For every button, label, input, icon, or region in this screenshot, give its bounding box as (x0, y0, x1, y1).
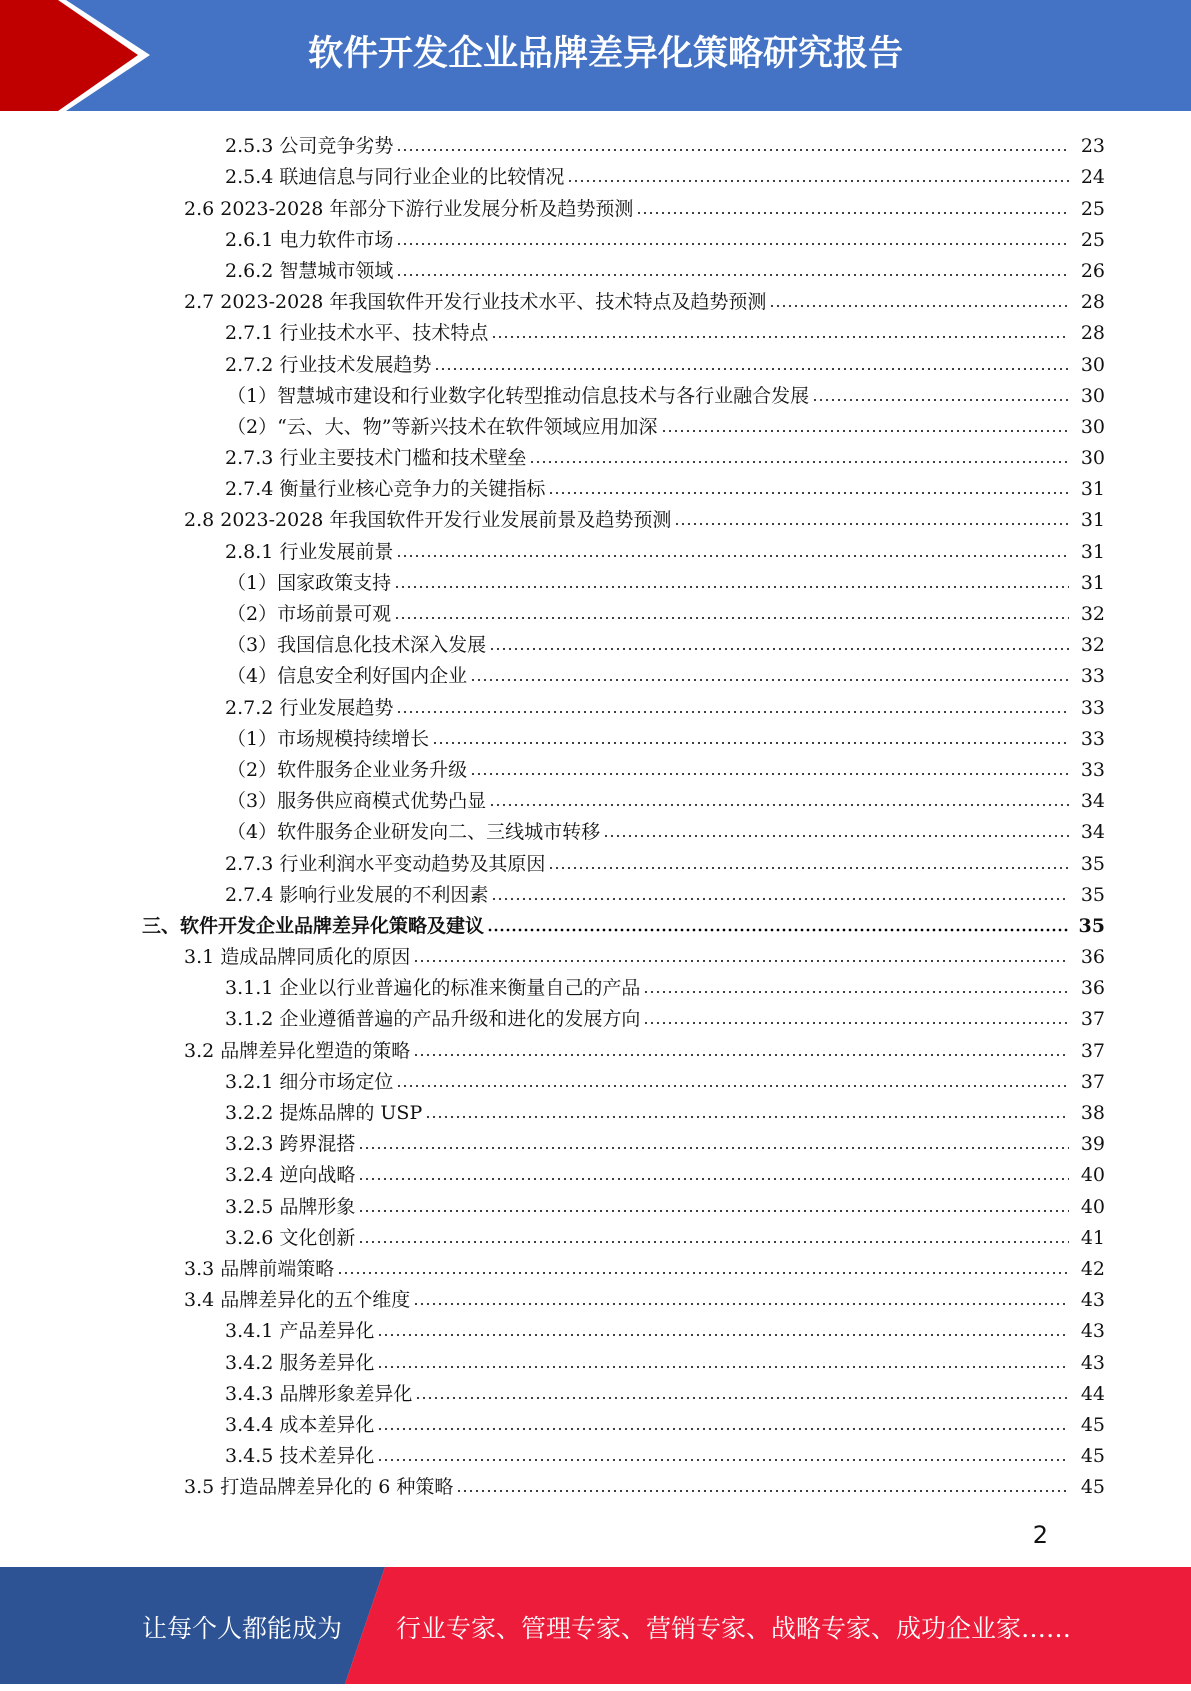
toc-entry[interactable] (0, 1437, 1191, 1468)
toc-dot-leader (489, 647, 1069, 651)
toc-entry[interactable] (0, 1187, 1191, 1218)
toc-entry[interactable] (0, 221, 1191, 252)
toc-entry-label: 3.2.1 细分市场定位 (225, 1070, 394, 1093)
toc-entry-page: 37 (1080, 1008, 1105, 1031)
toc-entry-label: 2.7.3 行业主要技术门槛和技术壁垒 (225, 447, 527, 470)
toc-entry-label: 3.2.6 文化创新 (225, 1226, 356, 1249)
toc-entry-page: 37 (1080, 1070, 1105, 1093)
toc-dot-leader (358, 1146, 1069, 1150)
header-banner (0, 0, 1191, 111)
toc-entry-page: 33 (1080, 758, 1105, 781)
toc-dot-leader (396, 148, 1069, 152)
toc-dot-leader (358, 1209, 1069, 1213)
toc-entry[interactable] (0, 938, 1191, 969)
toc-entry-page: 45 (1080, 1445, 1105, 1468)
toc-entry-label: 2.8 2023-2028 年我国软件开发行业发展前景及趋势预测 (184, 509, 672, 532)
toc-entry-label: 3.4 品牌差异化的五个维度 (184, 1289, 411, 1312)
toc-entry[interactable] (0, 127, 1191, 158)
toc-entry-page: 32 (1080, 603, 1105, 625)
toc-dot-leader (358, 1240, 1069, 1244)
toc-entry-page: 33 (1080, 665, 1105, 688)
toc-entry[interactable] (0, 751, 1191, 782)
toc-dot-leader (491, 335, 1069, 339)
toc-entry[interactable] (0, 501, 1191, 532)
toc-entry-label: 2.7.4 衡量行业核心竞争力的关键指标 (225, 478, 546, 501)
toc-entry[interactable] (0, 283, 1191, 314)
toc-entry-page: 31 (1080, 540, 1105, 563)
toc-entry[interactable] (0, 1063, 1191, 1094)
toc-dot-leader (470, 678, 1069, 682)
toc-dot-leader (413, 959, 1069, 963)
toc-entry-page: 36 (1080, 946, 1105, 969)
toc-dot-leader (415, 1396, 1069, 1400)
toc-dot-leader (491, 897, 1069, 901)
toc-entry-page: 31 (1080, 571, 1105, 594)
toc-entry-label: 3.2.5 品牌形象 (225, 1195, 356, 1218)
toc-entry-page: 32 (1080, 634, 1105, 657)
toc-dot-leader (434, 367, 1069, 371)
toc-entry-label: 3.2 品牌差异化塑造的策略 (184, 1039, 411, 1062)
toc-entry[interactable] (0, 345, 1191, 376)
toc-entry-label: （4）软件服务企业研发向二、三线城市转移 (227, 821, 601, 844)
toc-dot-leader (470, 772, 1069, 776)
footer-slogan-left: 让每个人都能成为 (142, 1614, 343, 1643)
toc-entry-page: 31 (1080, 509, 1105, 532)
toc-entry[interactable] (0, 969, 1191, 1000)
toc-dot-leader (529, 460, 1069, 464)
page-number: 2 (1032, 1521, 1048, 1549)
toc-entry[interactable] (0, 688, 1191, 719)
toc-dot-leader (358, 1177, 1069, 1181)
toc-entry[interactable] (0, 1125, 1191, 1156)
toc-entry-page: 31 (1080, 478, 1105, 501)
toc-entry-label: 2.7.2 行业发展趋势 (225, 696, 394, 719)
toc-entry-page: 25 (1080, 228, 1105, 251)
toc-entry[interactable] (0, 876, 1191, 907)
toc-entry-label: 3.2.3 跨界混搭 (225, 1133, 356, 1156)
toc-entry[interactable] (0, 439, 1191, 470)
toc-entry-label: 2.6.2 智慧城市领域 (225, 259, 394, 282)
toc-dot-leader (377, 1365, 1069, 1369)
toc-dot-leader (432, 741, 1069, 745)
toc-entry-label: 2.7 2023-2028 年我国软件开发行业技术水平、技术特点及趋势预测 (184, 291, 767, 314)
toc-entry-label: 3.5 打造品牌差异化的 6 种策略 (184, 1476, 454, 1499)
toc-entry-page: 23 (1080, 135, 1105, 158)
toc-entry-page: 26 (1080, 259, 1105, 282)
toc-entry[interactable] (0, 158, 1191, 189)
toc-dot-leader (396, 554, 1069, 558)
toc-entry-label: 2.6.1 电力软件市场 (225, 228, 394, 251)
toc-entry-page: 24 (1080, 166, 1105, 189)
toc-entry-label: 3.4.5 技术差异化 (225, 1445, 375, 1468)
toc-dot-leader (674, 522, 1069, 526)
toc-dot-leader (377, 1333, 1069, 1337)
toc-entry[interactable] (0, 314, 1191, 345)
table-of-contents (0, 127, 1191, 1499)
toc-dot-leader (567, 179, 1069, 183)
toc-entry-label: 2.5.3 公司竞争劣势 (225, 135, 394, 158)
toc-entry[interactable] (0, 1281, 1191, 1312)
report-title: 软件开发企业品牌差异化策略研究报告 (307, 34, 903, 74)
toc-entry-page: 30 (1080, 353, 1105, 376)
toc-entry-label: 2.7.3 行业利润水平变动趋势及其原因 (225, 852, 546, 875)
toc-entry[interactable] (0, 1312, 1191, 1343)
toc-entry-page: 34 (1080, 821, 1105, 844)
toc-entry-page: 39 (1080, 1133, 1105, 1156)
toc-entry-label: 2.7.2 行业技术发展趋势 (225, 353, 432, 376)
toc-entry-page: 25 (1080, 197, 1105, 220)
toc-entry-page: 33 (1080, 696, 1105, 719)
toc-entry-label: 3.4.3 品牌形象差异化 (225, 1382, 413, 1405)
toc-entry[interactable] (0, 1375, 1191, 1406)
toc-entry-page: 40 (1080, 1164, 1105, 1187)
toc-entry-label: 2.5.4 联迪信息与同行业企业的比较情况 (225, 166, 565, 189)
toc-dot-leader (377, 1458, 1069, 1462)
toc-entry-label: 3.1.2 企业遵循普遍的产品升级和进化的发展方向 (225, 1008, 641, 1031)
toc-dot-leader (769, 304, 1069, 308)
toc-dot-leader (643, 1021, 1069, 1025)
toc-entry-label: 3.4.4 成本差异化 (225, 1413, 375, 1436)
toc-entry-page: 37 (1080, 1039, 1105, 1062)
toc-entry-label: 3.2.2 提炼品牌的 USP (225, 1102, 423, 1124)
toc-entry-page: 28 (1080, 291, 1105, 314)
toc-entry[interactable] (0, 1000, 1191, 1031)
toc-entry[interactable] (0, 907, 1191, 938)
toc-entry-label: （2）软件服务企业业务升级 (227, 758, 468, 781)
toc-entry[interactable] (0, 1094, 1191, 1125)
toc-entry[interactable] (0, 595, 1191, 626)
toc-entry-page: 33 (1080, 727, 1105, 750)
toc-entry-label: （1）国家政策支持 (227, 571, 392, 594)
toc-entry-page: 30 (1080, 384, 1105, 407)
toc-entry-label: 3.4.1 产品差异化 (225, 1320, 375, 1343)
toc-entry[interactable] (0, 657, 1191, 688)
toc-entry-page: 43 (1080, 1351, 1105, 1374)
toc-entry[interactable] (0, 377, 1191, 408)
toc-entry[interactable] (0, 1406, 1191, 1437)
toc-entry-label: 三、软件开发企业品牌差异化策略及建议 (142, 914, 485, 937)
toc-dot-leader (603, 834, 1069, 838)
toc-dot-leader (337, 1271, 1069, 1275)
toc-entry[interactable] (0, 844, 1191, 875)
toc-entry-label: （3）服务供应商模式优势凸显 (227, 790, 487, 813)
toc-entry[interactable] (0, 532, 1191, 563)
toc-entry[interactable] (0, 1468, 1191, 1499)
toc-dot-leader (489, 803, 1069, 807)
toc-entry-page: 34 (1080, 790, 1105, 813)
toc-entry-label: 2.6 2023-2028 年部分下游行业发展分析及趋势预测 (184, 197, 634, 220)
toc-entry-page: 36 (1080, 977, 1105, 1000)
toc-entry-page: 45 (1080, 1413, 1105, 1436)
toc-dot-leader (661, 429, 1069, 433)
toc-entry[interactable] (0, 564, 1191, 595)
toc-entry-page: 44 (1080, 1382, 1105, 1405)
toc-dot-leader (394, 585, 1069, 589)
toc-entry-page: 43 (1080, 1320, 1105, 1343)
toc-dot-leader (396, 273, 1069, 277)
toc-dot-leader (812, 398, 1069, 402)
toc-entry-label: （2）“云、大、物”等新兴技术在软件领域应用加深 (227, 415, 658, 438)
toc-dot-leader (377, 1427, 1069, 1431)
toc-entry-page: 45 (1080, 1476, 1105, 1499)
toc-entry-page: 35 (1078, 914, 1105, 937)
toc-entry-page: 38 (1080, 1102, 1105, 1124)
toc-entry[interactable] (0, 1156, 1191, 1187)
toc-dot-leader (548, 491, 1069, 495)
toc-entry-label: （1）市场规模持续增长 (227, 727, 430, 750)
toc-entry[interactable] (0, 470, 1191, 501)
toc-entry-label: 2.8.1 行业发展前景 (225, 540, 394, 563)
toc-dot-leader (394, 616, 1069, 620)
toc-entry[interactable] (0, 1250, 1191, 1281)
toc-entry-label: （1）智慧城市建设和行业数字化转型推动信息技术与各行业融合发展 (227, 384, 810, 407)
toc-dot-leader (636, 211, 1069, 215)
toc-entry-page: 30 (1080, 447, 1105, 470)
toc-entry[interactable] (0, 189, 1191, 220)
toc-entry-label: 2.7.1 行业技术水平、技术特点 (225, 322, 489, 345)
toc-dot-leader (487, 928, 1069, 932)
toc-entry-label: （3）我国信息化技术深入发展 (227, 634, 487, 657)
toc-entry[interactable] (0, 626, 1191, 657)
toc-entry[interactable] (0, 1343, 1191, 1374)
toc-entry-label: 3.3 品牌前端策略 (184, 1257, 335, 1280)
toc-entry[interactable] (0, 252, 1191, 283)
toc-entry-page: 30 (1080, 415, 1105, 438)
toc-entry-page: 28 (1080, 322, 1105, 345)
toc-dot-leader (396, 710, 1069, 714)
footer-banner (0, 1567, 1191, 1684)
toc-dot-leader (413, 1302, 1069, 1306)
toc-entry-label: （4）信息安全利好国内企业 (227, 665, 468, 688)
toc-entry-page: 35 (1080, 883, 1105, 906)
toc-entry-page: 42 (1080, 1257, 1105, 1280)
toc-dot-leader (396, 1084, 1069, 1088)
toc-entry-label: 3.1 造成品牌同质化的原因 (184, 946, 411, 969)
toc-entry-label: 3.1.1 企业以行业普遍化的标准来衡量自己的产品 (225, 977, 641, 1000)
toc-entry[interactable] (0, 782, 1191, 813)
toc-entry-page: 35 (1080, 852, 1105, 875)
toc-dot-leader (456, 1489, 1069, 1493)
footer-slogan-right: 行业专家、管理专家、营销专家、战略专家、成功企业家…… (396, 1614, 1072, 1643)
toc-entry[interactable] (0, 720, 1191, 751)
toc-entry-label: 3.2.4 逆向战略 (225, 1164, 356, 1187)
toc-dot-leader (413, 1053, 1069, 1057)
toc-entry[interactable] (0, 408, 1191, 439)
toc-entry[interactable] (0, 1219, 1191, 1250)
toc-entry-page: 41 (1080, 1226, 1105, 1249)
toc-entry[interactable] (0, 1031, 1191, 1062)
toc-dot-leader (548, 866, 1069, 870)
toc-entry-label: 3.4.2 服务差异化 (225, 1351, 375, 1374)
toc-entry-label: （2）市场前景可观 (227, 603, 392, 625)
toc-dot-leader (396, 242, 1069, 246)
toc-entry-page: 40 (1080, 1195, 1105, 1218)
toc-entry[interactable] (0, 813, 1191, 844)
toc-entry-label: 2.7.4 影响行业发展的不利因素 (225, 883, 489, 906)
toc-entry-page: 43 (1080, 1289, 1105, 1312)
toc-dot-leader (643, 990, 1069, 994)
toc-dot-leader (425, 1115, 1069, 1119)
